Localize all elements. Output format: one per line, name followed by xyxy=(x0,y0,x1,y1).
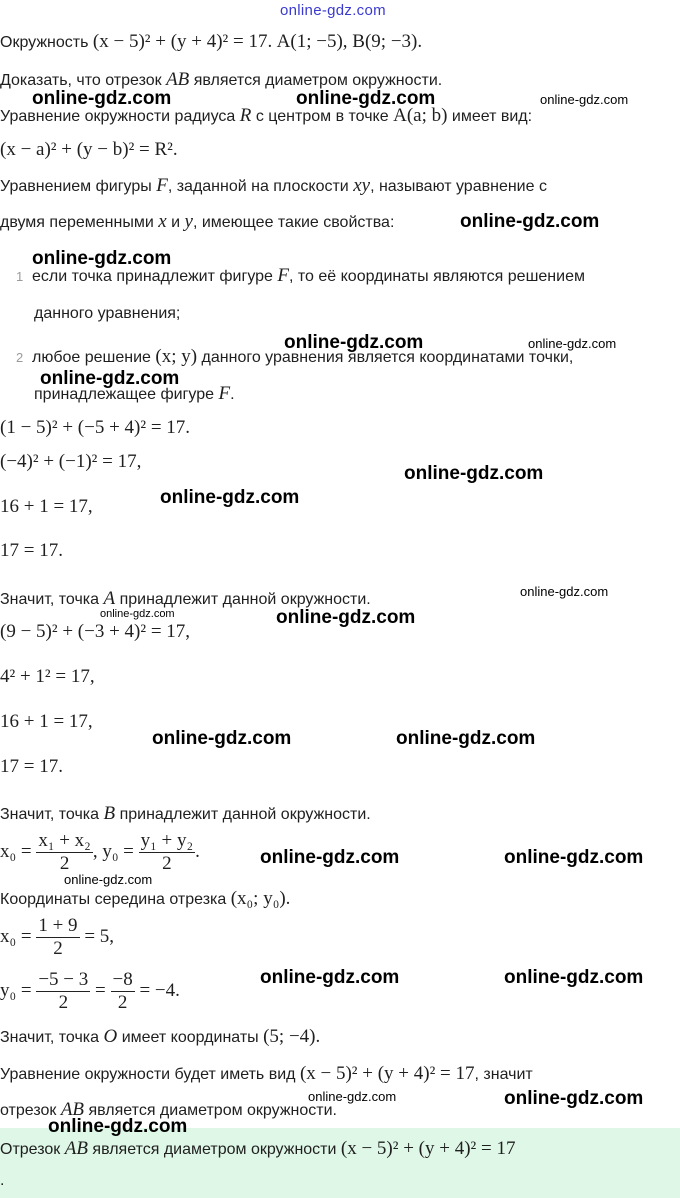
answer-dot: . xyxy=(0,1172,5,1189)
midpoint-formula xyxy=(0,828,200,876)
conclusion-prefix: Значит, точка xyxy=(0,806,100,823)
figure-f: F xyxy=(218,383,231,404)
numerator: y₁ + y₂ xyxy=(140,830,194,852)
list-end: . xyxy=(230,386,235,403)
list-text: любое решение xyxy=(32,349,151,366)
solution-pair: (x; y) xyxy=(155,346,198,367)
calc-b-line: (9 − 5)² + (−3 + 4)² = 17, xyxy=(0,621,191,642)
general-circle-equation: (x − a)² + (y − b)² = R². xyxy=(0,139,178,160)
answer-prefix: Отрезок xyxy=(0,1141,61,1158)
numerator: −5 − 3 xyxy=(38,969,89,991)
conclusion-o xyxy=(0,1027,320,1048)
theory-mid: с центром в точке xyxy=(255,108,389,125)
list-text: если точка принадлежит фигуре xyxy=(32,268,273,285)
watermark: online-gdz.com xyxy=(32,248,172,269)
denominator: 2 xyxy=(59,853,70,875)
conclusion-prefix: Значит, точка xyxy=(0,1029,100,1046)
numerator: 1 + 9 xyxy=(38,915,78,937)
watermark: online-gdz.com xyxy=(152,728,292,749)
watermark: online-gdz.com xyxy=(540,92,629,107)
watermark: online-gdz.com xyxy=(32,88,172,109)
answer-mid: является диаметром окружности xyxy=(92,1141,337,1158)
calc-a-line: (−4)² + (−1)² = 17, xyxy=(0,451,142,472)
task-prefix: Доказать, что отрезок xyxy=(0,72,162,89)
center-point: A(a; b) xyxy=(393,105,448,126)
watermark: online-gdz.com xyxy=(404,463,544,484)
conclusion-suffix: принадлежит данной окружности. xyxy=(119,591,371,608)
watermark: online-gdz.com xyxy=(260,847,400,868)
calc-b-line: 17 = 17. xyxy=(0,756,63,777)
point-a: A xyxy=(103,588,116,609)
denominator: 2 xyxy=(162,853,172,875)
definition-mid: , заданной на плоскости xyxy=(167,178,349,195)
watermark: online-gdz.com xyxy=(504,847,644,868)
numerator: −8 xyxy=(112,969,133,991)
watermark: online-gdz.com xyxy=(276,607,416,628)
watermark: online-gdz.com xyxy=(284,332,424,353)
point-o-coords: (5; −4). xyxy=(263,1026,321,1047)
answer-text xyxy=(0,1138,515,1160)
list-text: принадлежащее фигуре xyxy=(34,386,215,403)
fraction xyxy=(139,830,195,875)
point-b: B xyxy=(103,803,116,824)
midpoint-prefix: Координаты середина отрезка xyxy=(0,891,227,908)
calc-b-line: 4² + 1² = 17, xyxy=(0,666,95,687)
midpoint-pair: (x₀; y₀). xyxy=(230,888,291,909)
list-text: данного уравнения является координатами точки, xyxy=(201,349,574,366)
definition-line-1 xyxy=(0,176,547,197)
watermark: online-gdz.com xyxy=(48,1116,188,1137)
watermark: online-gdz.com xyxy=(100,608,175,620)
x0-result: = 5, xyxy=(84,926,115,947)
y0-result: = −4. xyxy=(139,980,180,1001)
var-y: y xyxy=(184,211,193,232)
fraction xyxy=(111,969,135,1014)
final-line-1 xyxy=(0,1064,533,1085)
fraction xyxy=(36,830,92,875)
y0-label: y₀ = xyxy=(0,980,32,1001)
final2-suffix: является диаметром окружности. xyxy=(88,1102,337,1119)
watermark: online-gdz.com xyxy=(64,872,153,887)
conclusion-mid: имеет координаты xyxy=(121,1029,259,1046)
theory-suffix: имеет вид: xyxy=(451,108,533,125)
circle-equation: (x − 5)² + (y + 4)² = 17. xyxy=(92,31,273,52)
watermark: online-gdz.com xyxy=(528,336,617,351)
x0-calculation xyxy=(0,912,114,962)
final2-prefix: отрезок xyxy=(0,1102,57,1119)
watermark: online-gdz.com xyxy=(460,211,600,232)
calc-b-line: 16 + 1 = 17, xyxy=(0,711,93,732)
equals-sign: = xyxy=(95,980,106,1001)
watermark: online-gdz.com xyxy=(308,1089,397,1104)
figure-f: F xyxy=(277,265,289,286)
theory-prefix: Уравнение окружности радиуса xyxy=(0,108,236,125)
watermark: online-gdz.com xyxy=(504,967,644,988)
calc-a-line: 16 + 1 = 17, xyxy=(0,496,93,517)
segment-ab: AB xyxy=(60,1099,85,1120)
list-number: 1 xyxy=(16,269,24,284)
var-x: x xyxy=(158,211,167,232)
watermark: online-gdz.com xyxy=(160,487,300,508)
watermark: online-gdz.com xyxy=(520,584,609,599)
word-and: и xyxy=(171,214,181,231)
header-watermark[interactable]: online-gdz.com xyxy=(280,2,386,19)
problem-word: Окружность xyxy=(0,34,89,51)
definition-suffix: , называют уравнение с xyxy=(370,178,547,195)
list-number: 2 xyxy=(16,350,24,365)
conclusion-prefix: Значит, точка xyxy=(0,591,100,608)
fraction xyxy=(36,969,90,1014)
x0-label: x₀ = xyxy=(0,841,32,862)
final-equation: (x − 5)² + (y + 4)² = 17 xyxy=(299,1063,475,1084)
watermark: online-gdz.com xyxy=(40,368,180,389)
definition-prefix: Уравнением фигуры xyxy=(0,178,152,195)
point-o: O xyxy=(103,1026,118,1047)
segment-ab: AB xyxy=(64,1138,88,1159)
denominator: 2 xyxy=(53,938,63,960)
denominator: 2 xyxy=(58,992,69,1014)
calc-a-line: (1 − 5)² + (−5 + 4)² = 17. xyxy=(0,417,191,438)
list-text: , то её координаты являются решением xyxy=(289,268,585,285)
answer-equation: (x − 5)² + (y + 4)² = 17 xyxy=(340,1138,516,1159)
y0-calculation xyxy=(0,966,180,1016)
segment-ab: AB xyxy=(166,69,190,90)
fraction xyxy=(36,915,79,960)
conclusion-suffix: принадлежит данной окружности. xyxy=(119,806,371,823)
radius-r: R xyxy=(239,105,252,126)
x0-label: x₀ = xyxy=(0,926,32,947)
watermark: online-gdz.com xyxy=(396,728,536,749)
y0-label: , y₀ = xyxy=(92,841,134,862)
final-prefix: Уравнение окружности будет иметь вид xyxy=(0,1066,296,1083)
watermark: online-gdz.com xyxy=(260,967,400,988)
formula-end: . xyxy=(195,841,200,862)
final-suffix: , значит xyxy=(474,1066,533,1083)
watermark: online-gdz.com xyxy=(296,88,436,109)
definition2-prefix: двумя переменными xyxy=(0,214,154,231)
problem-line xyxy=(0,32,422,53)
midpoint-text xyxy=(0,889,290,910)
numerator: x₁ + x₂ xyxy=(38,830,91,852)
list-item-continuation: данного уравнения; xyxy=(34,305,181,322)
definition2-suffix: , имеющее такие свойства: xyxy=(192,214,395,231)
task-suffix: является диаметром окружности. xyxy=(193,72,443,89)
denominator: 2 xyxy=(117,992,128,1014)
calc-a-line: 17 = 17. xyxy=(0,540,63,561)
points-ab: A(1; −5), B(9; −3). xyxy=(276,31,423,52)
answer-box xyxy=(0,1128,680,1198)
plane-xy: xy xyxy=(353,175,371,196)
conclusion-b xyxy=(0,804,371,825)
figure-f: F xyxy=(156,175,168,196)
definition-line-2 xyxy=(0,212,394,233)
watermark: online-gdz.com xyxy=(504,1088,644,1109)
